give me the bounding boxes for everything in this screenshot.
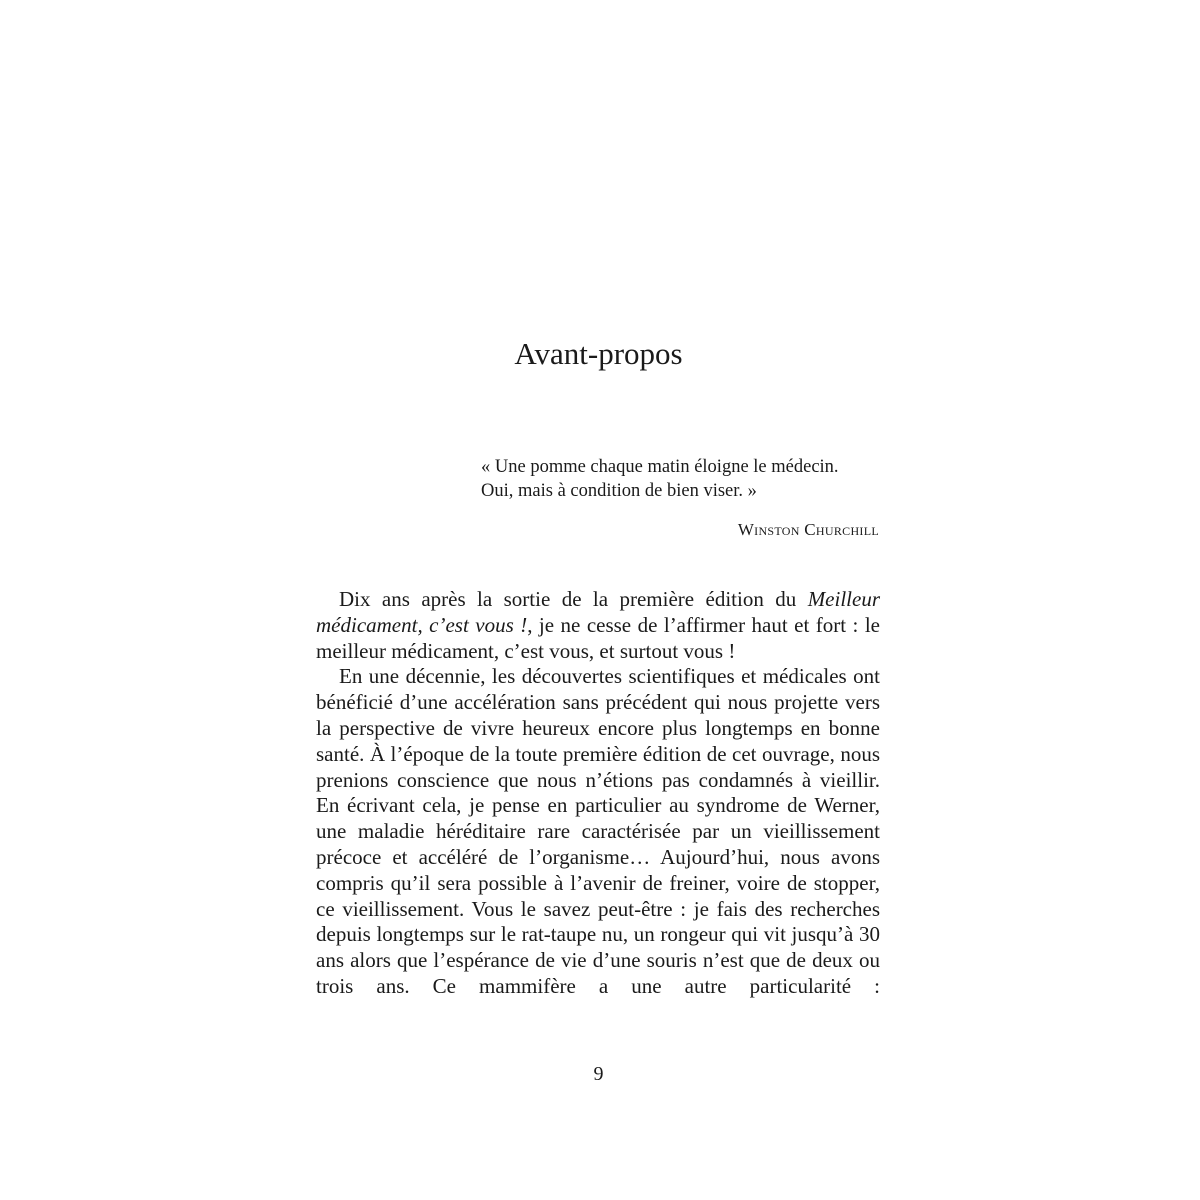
paragraph-1 [316, 587, 880, 664]
page-number: 9 [593, 1063, 604, 1085]
paragraph-1-rest: , je ne cesse de l’affirmer haut et fort : le meilleur médicament, c’est vous, et surtout vous ! [316, 612, 880, 663]
book-title-italic: Meilleur médicament, c’est vous ! [316, 587, 880, 637]
epigraph-author: Winston Churchill [737, 520, 879, 539]
epigraph-quote [481, 455, 881, 503]
body-text [316, 587, 880, 1000]
epigraph-line-1: « Une pomme chaque matin éloigne le médecin. [481, 457, 839, 477]
epigraph-line-2: Oui, mais à condition de bien viser. » [481, 481, 757, 501]
paragraph-2: En une décennie, les découvertes scientifiques et médicales ont bénéficié d’une accélération sans précédent qui nous projette vers la perspective de vivre heureux encore plus longtemps en bonne santé. À l’époque de la toute première édition de cet ouvrage, nous prenions conscience que nous n’étions pas condamnés à vieillir. En écrivant cela, je pense en particulier au syndrome de Werner, une maladie héréditaire rare caractérisée par un vieillissement précoce et accéléré de l’organisme… Aujourd’hui, nous avons compris qu’il sera possible à l’avenir de freiner, voire de stopper, ce vieillissement. Vous le savez peut-être : je fais des recherches depuis longtemps sur le rat-taupe nu, un rongeur qui vit jusqu’à 30 ans alors que l’espérance de vie d’une souris n’est que de deux ou trois ans. Ce mammifère a une autre particularité : [316, 664, 880, 998]
paragraph-1-intro: Dix ans après la sortie de la première édition du [339, 587, 808, 611]
chapter-title: Avant-propos [514, 336, 683, 371]
